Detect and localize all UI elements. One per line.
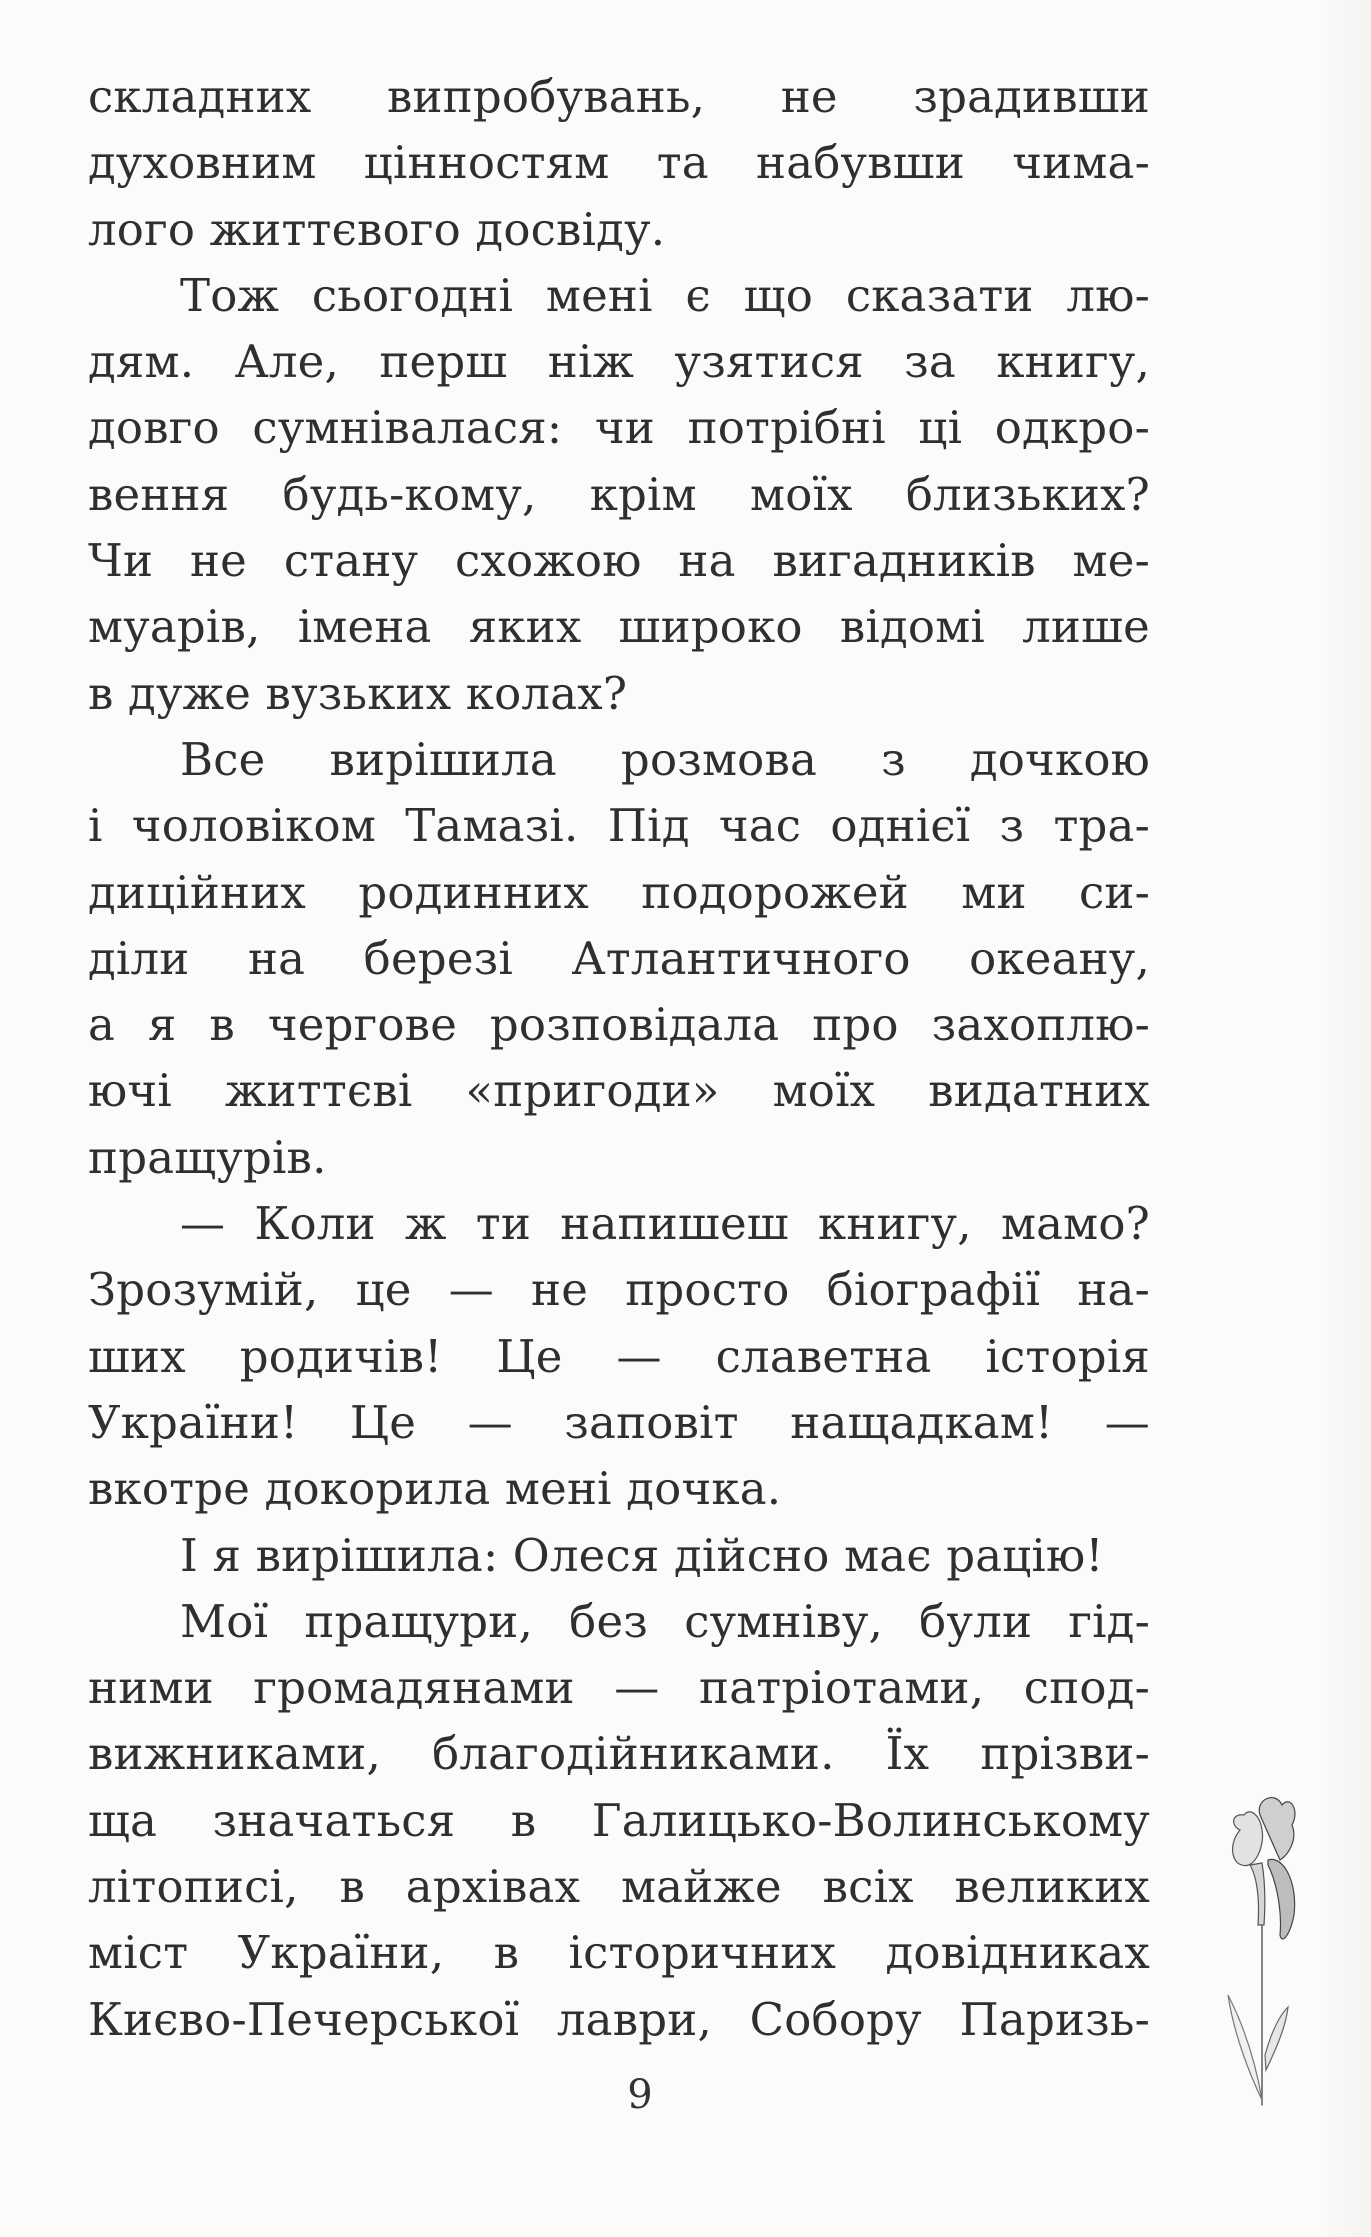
text-line: Мої пращури, без сумніву, були гід- [180, 1594, 1150, 1648]
body-text [88, 64, 1150, 2053]
page-number: 9 [627, 2072, 653, 2118]
text-line: України! Це — заповіт нащадкам! — [88, 1395, 1150, 1449]
text-line: довго сумнівалася: чи потрібні ці одкро- [88, 401, 1150, 455]
text-line: духовним цінностям та набувши чима- [88, 136, 1150, 190]
text-line: — Коли ж ти напишеш книгу, мамо? [180, 1197, 1150, 1251]
text-line: вижниками, благодійниками. Їх прізви- [88, 1727, 1150, 1781]
text-line: пращурів. [88, 1130, 327, 1184]
text-line: діли на березі Атлантичного океану, [88, 931, 1150, 985]
text-line: ючі життєві «пригоди» моїх видатних [88, 1064, 1150, 1118]
text-line: лого життєвого досвіду. [88, 202, 666, 256]
text-line: в дуже вузьких колах? [88, 666, 628, 720]
text-line: ними громадянами — патріотами, спод- [88, 1661, 1150, 1715]
text-line: вення будь-кому, крім моїх близьких? [88, 467, 1150, 521]
text-line: диційних родинних подорожей ми си- [88, 865, 1150, 919]
text-line: міст України, в історичних довідниках [88, 1926, 1150, 1980]
text-line: Києво-Печерської лаври, Собору Паризь- [88, 1992, 1150, 2046]
text-line: а я в чергове розповідала про захоплю- [88, 998, 1150, 1052]
text-line: і чоловіком Тамазі. Під час однієї з тра- [88, 799, 1150, 853]
text-line: Все вирішила розмова з дочкою [180, 732, 1150, 786]
text-line: муарів, імена яких широко відомі лише [88, 600, 1150, 654]
text-line: складних випробувань, не зрадивши [88, 70, 1150, 123]
iris-flower-icon [1220, 1785, 1320, 2115]
text-line: Чи не стану схожою на вигадників ме- [88, 534, 1150, 588]
text-line: І я вирішила: Олеся дійсно має рацію! [180, 1528, 1104, 1582]
text-line: дям. Але, перш ніж узятися за книгу, [88, 335, 1150, 389]
text-line: Зрозумій, це — не просто біографії на- [88, 1263, 1150, 1317]
text-line: ших родичів! Це — славетна історія [88, 1329, 1150, 1383]
text-line: вкотре докорила мені дочка. [88, 1462, 782, 1516]
text-line: ща значаться в Галицько-Волинському [88, 1793, 1150, 1847]
text-line: Тож сьогодні мені є що сказати лю- [180, 268, 1150, 322]
text-line: літописі, в архівах майже всіх великих [88, 1860, 1150, 1914]
